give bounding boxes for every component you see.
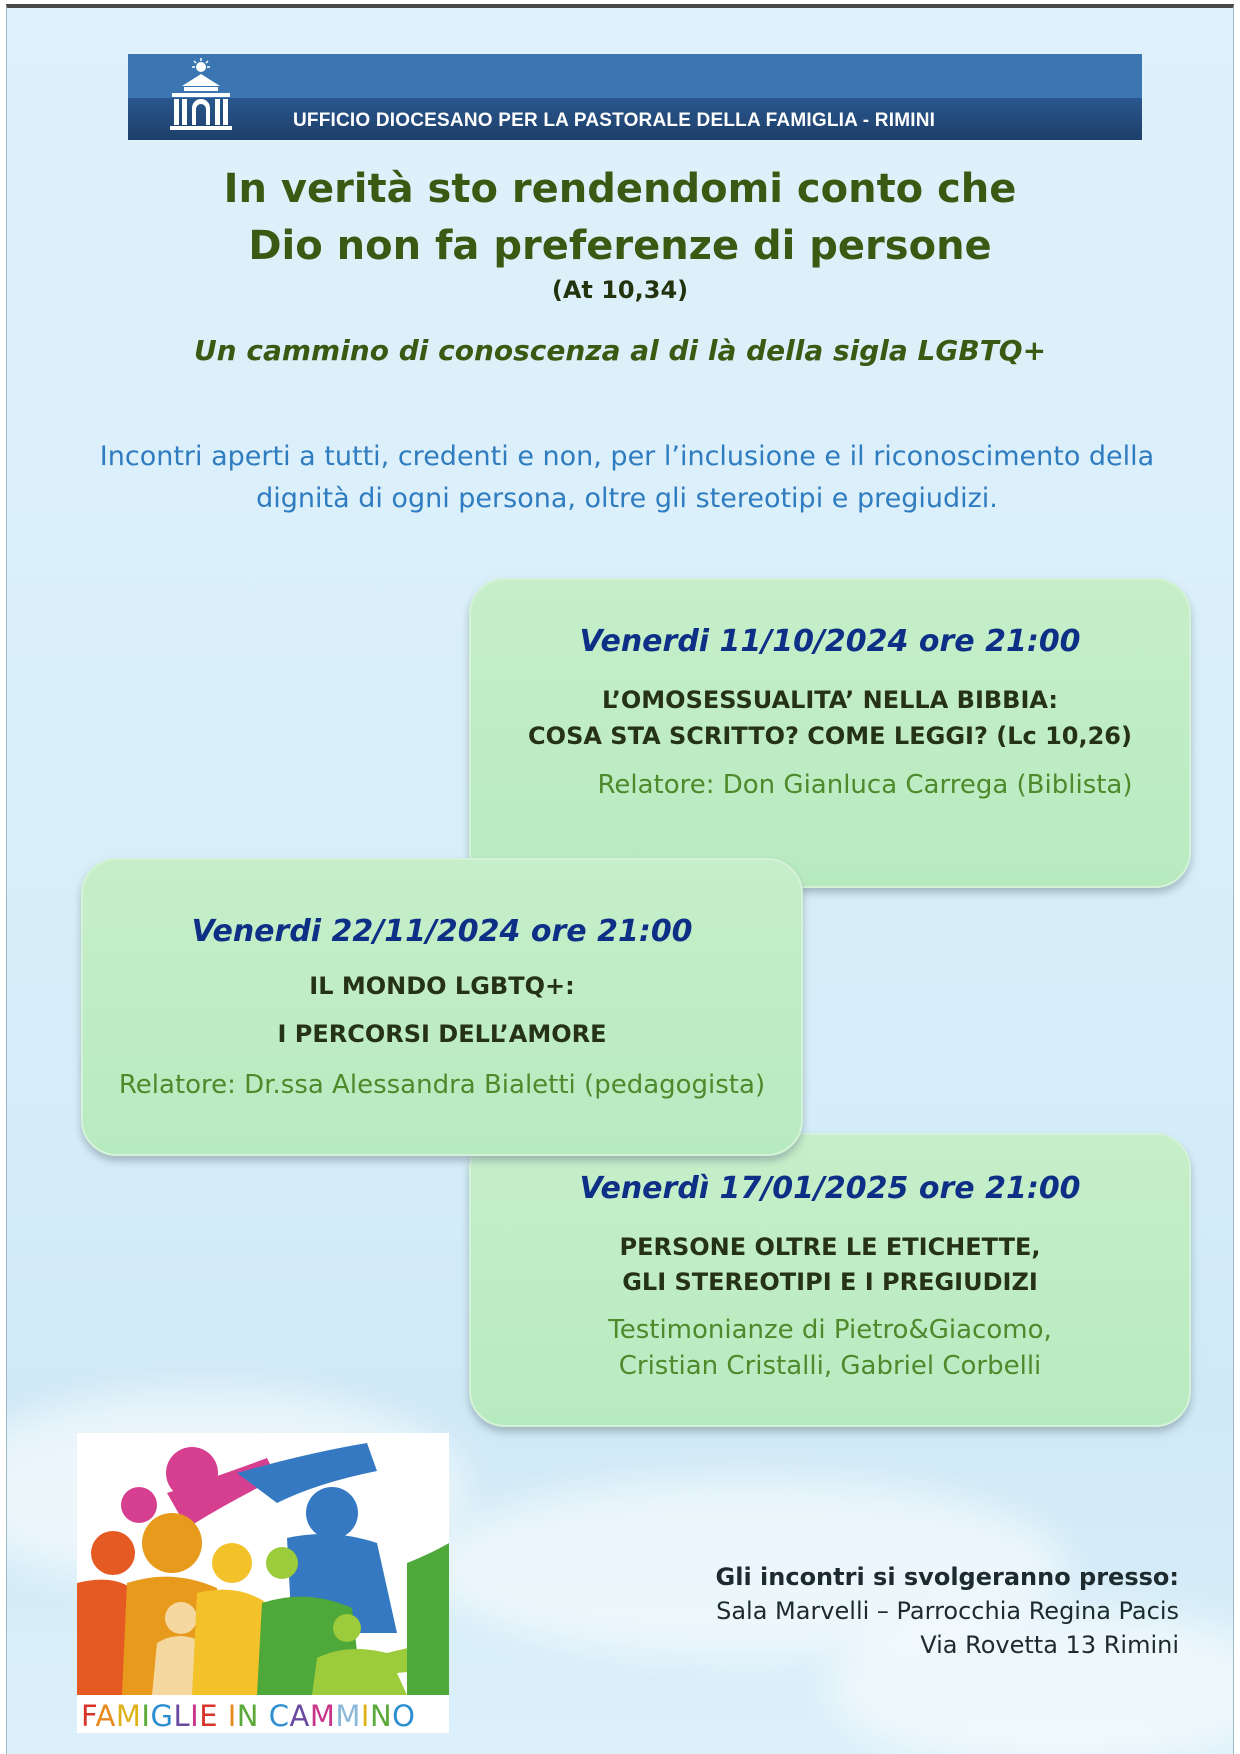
event-topic-line1: PERSONE OLTRE LE ETICHETTE, xyxy=(619,1233,1041,1261)
subtitle: Un cammino di conoscenza al di là della sigla LGBTQ+ xyxy=(193,334,1047,367)
logo-caption-letter: I xyxy=(360,1699,370,1733)
logo-caption-letter: C xyxy=(268,1699,290,1733)
event-date: Venerdi 22/11/2024 ore 21:00 xyxy=(191,914,693,949)
logo-caption-letter: I xyxy=(190,1699,200,1733)
intro-line1: Incontri aperti a tutti, credenti e non, per l’inclusione e il riconoscimento della xyxy=(99,441,1155,472)
logo-caption-letter: I xyxy=(227,1699,237,1733)
church-icon xyxy=(164,58,238,132)
logo-caption-letter xyxy=(259,1699,269,1733)
location-info xyxy=(716,1560,1179,1662)
event-speaker-line2: Cristian Cristalli, Gabriel Corbelli xyxy=(618,1351,1042,1381)
event-topic-line1: L’OMOSESSUALITA’ NELLA BIBBIA: xyxy=(602,686,1058,714)
intro-line2: dignità di ogni persona, oltre gli stereotipi e pregiudizi. xyxy=(256,483,998,514)
families-illustration-icon xyxy=(77,1433,449,1695)
famiglie-in-cammino-logo xyxy=(77,1433,449,1733)
event-topic-line2: COSA STA SCRITTO? COME LEGGI? (Lc 10,26) xyxy=(528,722,1132,750)
logo-caption-letter: L xyxy=(173,1699,191,1733)
logo-caption-letter: E xyxy=(199,1699,219,1733)
event-date: Venerdì 17/01/2025 ore 21:00 xyxy=(579,1171,1081,1206)
event-speaker: Relatore: Dr.ssa Alessandra Bialetti (pedagogista) xyxy=(118,1070,766,1100)
event-topic-line1: IL MONDO LGBTQ+: xyxy=(309,972,575,1000)
logo-caption-letter: F xyxy=(81,1699,96,1733)
logo-caption-letter: M xyxy=(335,1699,361,1733)
logo-caption-letter: O xyxy=(392,1699,416,1733)
event-card-1 xyxy=(469,578,1191,888)
logo-caption-letter: M xyxy=(115,1699,142,1733)
bible-reference: (At 10,34) xyxy=(551,276,689,304)
main-title-line2: Dio non fa preferenze di persone xyxy=(248,223,992,269)
header-text: UFFICIO DIOCESANO PER LA PASTORALE DELLA FAMIGLIA - RIMINI xyxy=(293,110,936,131)
event-topic-line2: GLI STEREOTIPI E I PREGIUDIZI xyxy=(622,1268,1038,1296)
logo-caption-letter: A xyxy=(289,1699,310,1733)
header-banner xyxy=(128,54,1142,140)
event-card-3 xyxy=(469,1133,1191,1427)
logo-caption-letter: N xyxy=(369,1699,393,1733)
event-speaker: Relatore: Don Gianluca Carrega (Biblista) xyxy=(597,770,1133,800)
flyer-page xyxy=(6,4,1234,1754)
main-title-line1: In verità sto rendendomi conto che xyxy=(223,166,1017,212)
event-topic-line2: I PERCORSI DELL’AMORE xyxy=(277,1020,607,1048)
logo-caption-letter xyxy=(218,1699,228,1733)
header-band xyxy=(128,54,1142,98)
location-heading: Gli incontri si svolgeranno presso: xyxy=(715,1563,1179,1591)
intro-text xyxy=(77,436,1177,520)
event-date: Venerdi 11/10/2024 ore 21:00 xyxy=(579,624,1081,659)
location-line1: Sala Marvelli – Parrocchia Regina Pacis xyxy=(716,1597,1179,1625)
location-line2: Via Rovetta 13 Rimini xyxy=(920,1631,1179,1659)
event-card-2 xyxy=(81,858,803,1156)
logo-caption-letter: N xyxy=(236,1699,259,1733)
logo-caption-letter: A xyxy=(95,1699,116,1733)
logo-caption-letter: I xyxy=(141,1699,151,1733)
logo-caption xyxy=(81,1699,415,1733)
event-speaker-line1: Testimonianze di Pietro&Giacomo, xyxy=(608,1315,1052,1345)
logo-caption-letter: M xyxy=(309,1699,336,1733)
logo-caption-letter: G xyxy=(150,1699,174,1733)
